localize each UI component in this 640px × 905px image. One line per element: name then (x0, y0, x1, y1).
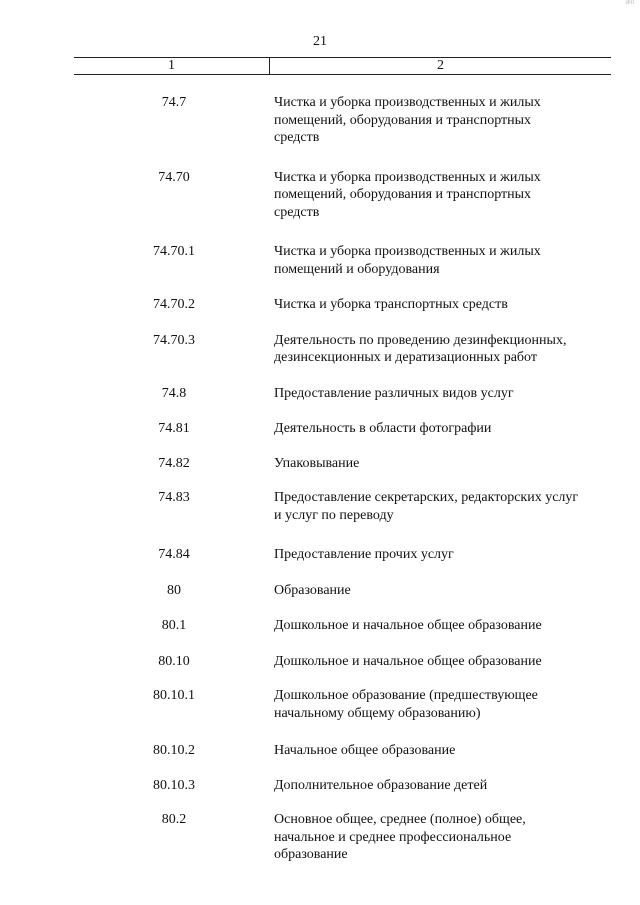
row-name: Начальное общее образование (274, 743, 456, 758)
row-name: Дошкольное образование (предшествующее начальному общему образованию) (274, 688, 538, 721)
row-name: Дополнительное образование детей (274, 777, 488, 793)
row-name: Чистка и уборка транспортных средств (274, 297, 508, 312)
column-header-2: 2 (437, 58, 444, 73)
row-code: 74.82 (158, 455, 190, 471)
row-name: Деятельность по проведению дезинфекционных, дезинсекционных и дератизационных работ (274, 332, 567, 365)
row-code: 74.7 (161, 95, 187, 110)
row-code: 74.70.2 (153, 297, 195, 312)
table-row (74, 420, 614, 438)
row-name: Упаковывание (274, 455, 360, 471)
row-name: Образование (274, 582, 351, 598)
table-row (74, 582, 614, 600)
table-header (74, 57, 611, 75)
row-name: Предоставление секретарских, редакторских услуг и услуг по переводу (274, 490, 579, 523)
row-name: Чистка и уборка производственных и жилых помещений и оборудования (274, 244, 541, 277)
page-number: 21 (313, 34, 327, 49)
table-row (74, 385, 614, 403)
table-row (74, 546, 614, 564)
classification-table (74, 94, 614, 864)
row-code: 80.10.2 (153, 743, 195, 758)
table-row (74, 687, 614, 722)
row-code: 80.2 (161, 812, 187, 827)
table-row (74, 617, 614, 635)
row-name: Деятельность в области фотографии (274, 421, 492, 436)
table-row (74, 94, 614, 147)
row-code: 74.84 (158, 547, 190, 562)
table-row (74, 811, 614, 864)
table-row (74, 296, 614, 314)
corner-mark: ЗРП (625, 1, 634, 6)
row-code: 74.70.3 (153, 332, 195, 348)
table-row (74, 777, 614, 795)
row-code: 80 (167, 582, 181, 598)
row-name: Дошкольное и начальное общее образование (274, 618, 542, 633)
row-name: Основное общее, среднее (полное) общее, начальное и среднее профессиональное образование (274, 812, 526, 862)
table-row (74, 653, 614, 671)
row-code: 80.10.1 (153, 688, 195, 703)
row-code: 74.70.1 (153, 244, 195, 259)
row-name: Чистка и уборка производственных и жилых помещений, оборудования и транспортных средств (274, 169, 541, 220)
row-code: 80.1 (161, 618, 187, 633)
row-name: Чистка и уборка производственных и жилых помещений, оборудования и транспортных средств (274, 95, 541, 145)
table-row (74, 169, 614, 222)
row-name: Предоставление различных видов услуг (274, 385, 514, 401)
row-code: 80.10 (158, 653, 190, 669)
row-code: 80.10.3 (153, 777, 195, 793)
table-row (74, 742, 614, 760)
table-row (74, 243, 614, 278)
table-row (74, 489, 614, 524)
row-code: 74.8 (161, 385, 187, 401)
table-row (74, 455, 614, 473)
table-row (74, 332, 614, 367)
row-code: 74.83 (158, 490, 190, 505)
row-code: 74.81 (158, 421, 190, 436)
column-header-1: 1 (168, 58, 175, 73)
row-name: Дошкольное и начальное общее образование (274, 653, 542, 669)
row-name: Предоставление прочих услуг (274, 547, 454, 562)
row-code: 74.70 (158, 169, 190, 185)
